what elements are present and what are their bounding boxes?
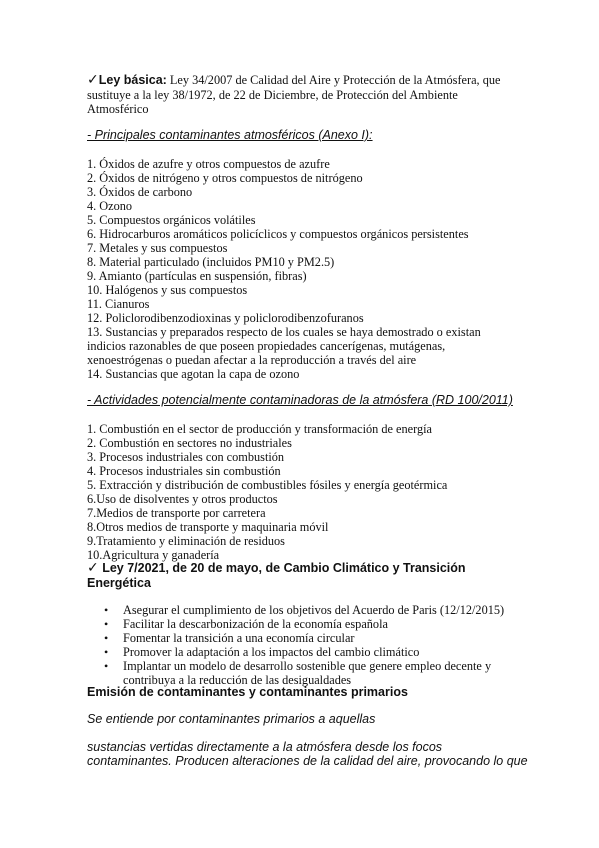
list-item: 5. Extracción y distribución de combustibles fósiles y energía geotérmica xyxy=(87,478,448,492)
bullet-item: Promover la adaptación a los impactos del cambio climático xyxy=(123,645,420,659)
law-basic-text: Ley 34/2007 de Calidad del Aire y Protección de la Atmósfera, que xyxy=(169,73,501,87)
emission-paragraph-line-1: Se entiende por contaminantes primarios a aquellas xyxy=(87,712,376,726)
list-item: 9.Tratamiento y eliminación de residuos xyxy=(87,534,285,548)
list-item: 1. Combustión en el sector de producción y transformación de energía xyxy=(87,422,433,436)
contaminants-section-title: - Principales contaminantes atmosféricos (Anexo I): xyxy=(87,128,373,142)
list-item: 7.Medios de transporte por carretera xyxy=(87,506,266,520)
list-item: 2. Combustión en sectores no industriales xyxy=(87,436,292,450)
law-basic-line-1 xyxy=(87,73,500,87)
list-item: 10. Halógenos y sus compuestos xyxy=(87,283,248,297)
list-item: 3. Óxidos de carbono xyxy=(87,185,193,199)
check-icon: ✓ xyxy=(87,560,99,576)
bullet-item: Implantar un modelo de desarrollo sostenible que genere empleo decente y xyxy=(123,659,492,673)
list-item: 10.Agricultura y ganadería xyxy=(87,548,220,562)
list-item: 2. Óxidos de nitrógeno y otros compuestos de nitrógeno xyxy=(87,171,363,185)
law-climate-title-line-2: Energética xyxy=(87,576,151,590)
list-item: 11. Cianuros xyxy=(87,297,150,311)
list-item: 9. Amianto (partículas en suspensión, fibras) xyxy=(87,269,307,283)
bullet-item: Fomentar la transición a una economía circular xyxy=(123,631,355,645)
list-item: indicios razonables de que poseen propiedades cancerígenas, mutágenas, xyxy=(87,339,446,353)
list-item: 7. Metales y sus compuestos xyxy=(87,241,228,255)
bullet-icon: • xyxy=(104,659,109,673)
check-icon: ✓ xyxy=(87,72,99,88)
list-item: 6. Hidrocarburos aromáticos policíclicos y compuestos orgánicos persistentes xyxy=(87,227,469,241)
law-basic-label: Ley básica: xyxy=(98,73,167,87)
law-basic-line-2: sustituye a la ley 38/1972, de 22 de Diciembre, de Protección del Ambiente xyxy=(87,88,458,102)
list-item: 4. Ozono xyxy=(87,199,133,213)
bullet-icon: • xyxy=(104,631,109,645)
bullet-item-continuation: contribuya a la reducción de las desigualdades xyxy=(123,673,352,687)
law-basic-line-3: Atmosférico xyxy=(87,102,149,116)
emission-paragraph-line-2: sustancias vertidas directamente a la atmósfera desde los focos xyxy=(87,740,443,754)
activities-section-title: - Actividades potencialmente contaminadoras de la atmósfera (RD 100/2011) xyxy=(87,393,513,407)
bullet-icon: • xyxy=(104,603,109,617)
list-item: xenoestrógenas o puedan afectar a la reproducción a través del aire xyxy=(87,353,417,367)
law-climate-title-line-1 xyxy=(87,561,466,575)
list-item: 14. Sustancias que agotan la capa de ozono xyxy=(87,367,300,381)
list-item: 8.Otros medios de transporte y maquinaria móvil xyxy=(87,520,329,534)
law-climate-title: Ley 7/2021, de 20 de mayo, de Cambio Climático y Transición xyxy=(102,561,466,575)
emission-title: Emisión de contaminantes y contaminantes primarios xyxy=(87,685,408,699)
list-item: 13. Sustancias y preparados respecto de los cuales se haya demostrado o existan xyxy=(87,325,481,339)
emission-paragraph-line-3: contaminantes. Producen alteraciones de la calidad del aire, provocando lo que xyxy=(87,754,528,768)
list-item: 5. Compuestos orgánicos volátiles xyxy=(87,213,256,227)
bullet-item: Asegurar el cumplimiento de los objetivos del Acuerdo de Paris (12/12/2015) xyxy=(123,603,505,617)
bullet-item: Facilitar la descarbonización de la economía española xyxy=(123,617,388,631)
list-item: 12. Policlorodibenzodioxinas y policlorodibenzofuranos xyxy=(87,311,364,325)
list-item: 1. Óxidos de azufre y otros compuestos de azufre xyxy=(87,157,330,171)
bullet-icon: • xyxy=(104,617,109,631)
list-item: 8. Material particulado (incluidos PM10 y PM2.5) xyxy=(87,255,335,269)
list-item: 4. Procesos industriales sin combustión xyxy=(87,464,281,478)
list-item: 3. Procesos industriales con combustión xyxy=(87,450,285,464)
bullet-icon: • xyxy=(104,645,109,659)
list-item: 6.Uso de disolventes y otros productos xyxy=(87,492,278,506)
